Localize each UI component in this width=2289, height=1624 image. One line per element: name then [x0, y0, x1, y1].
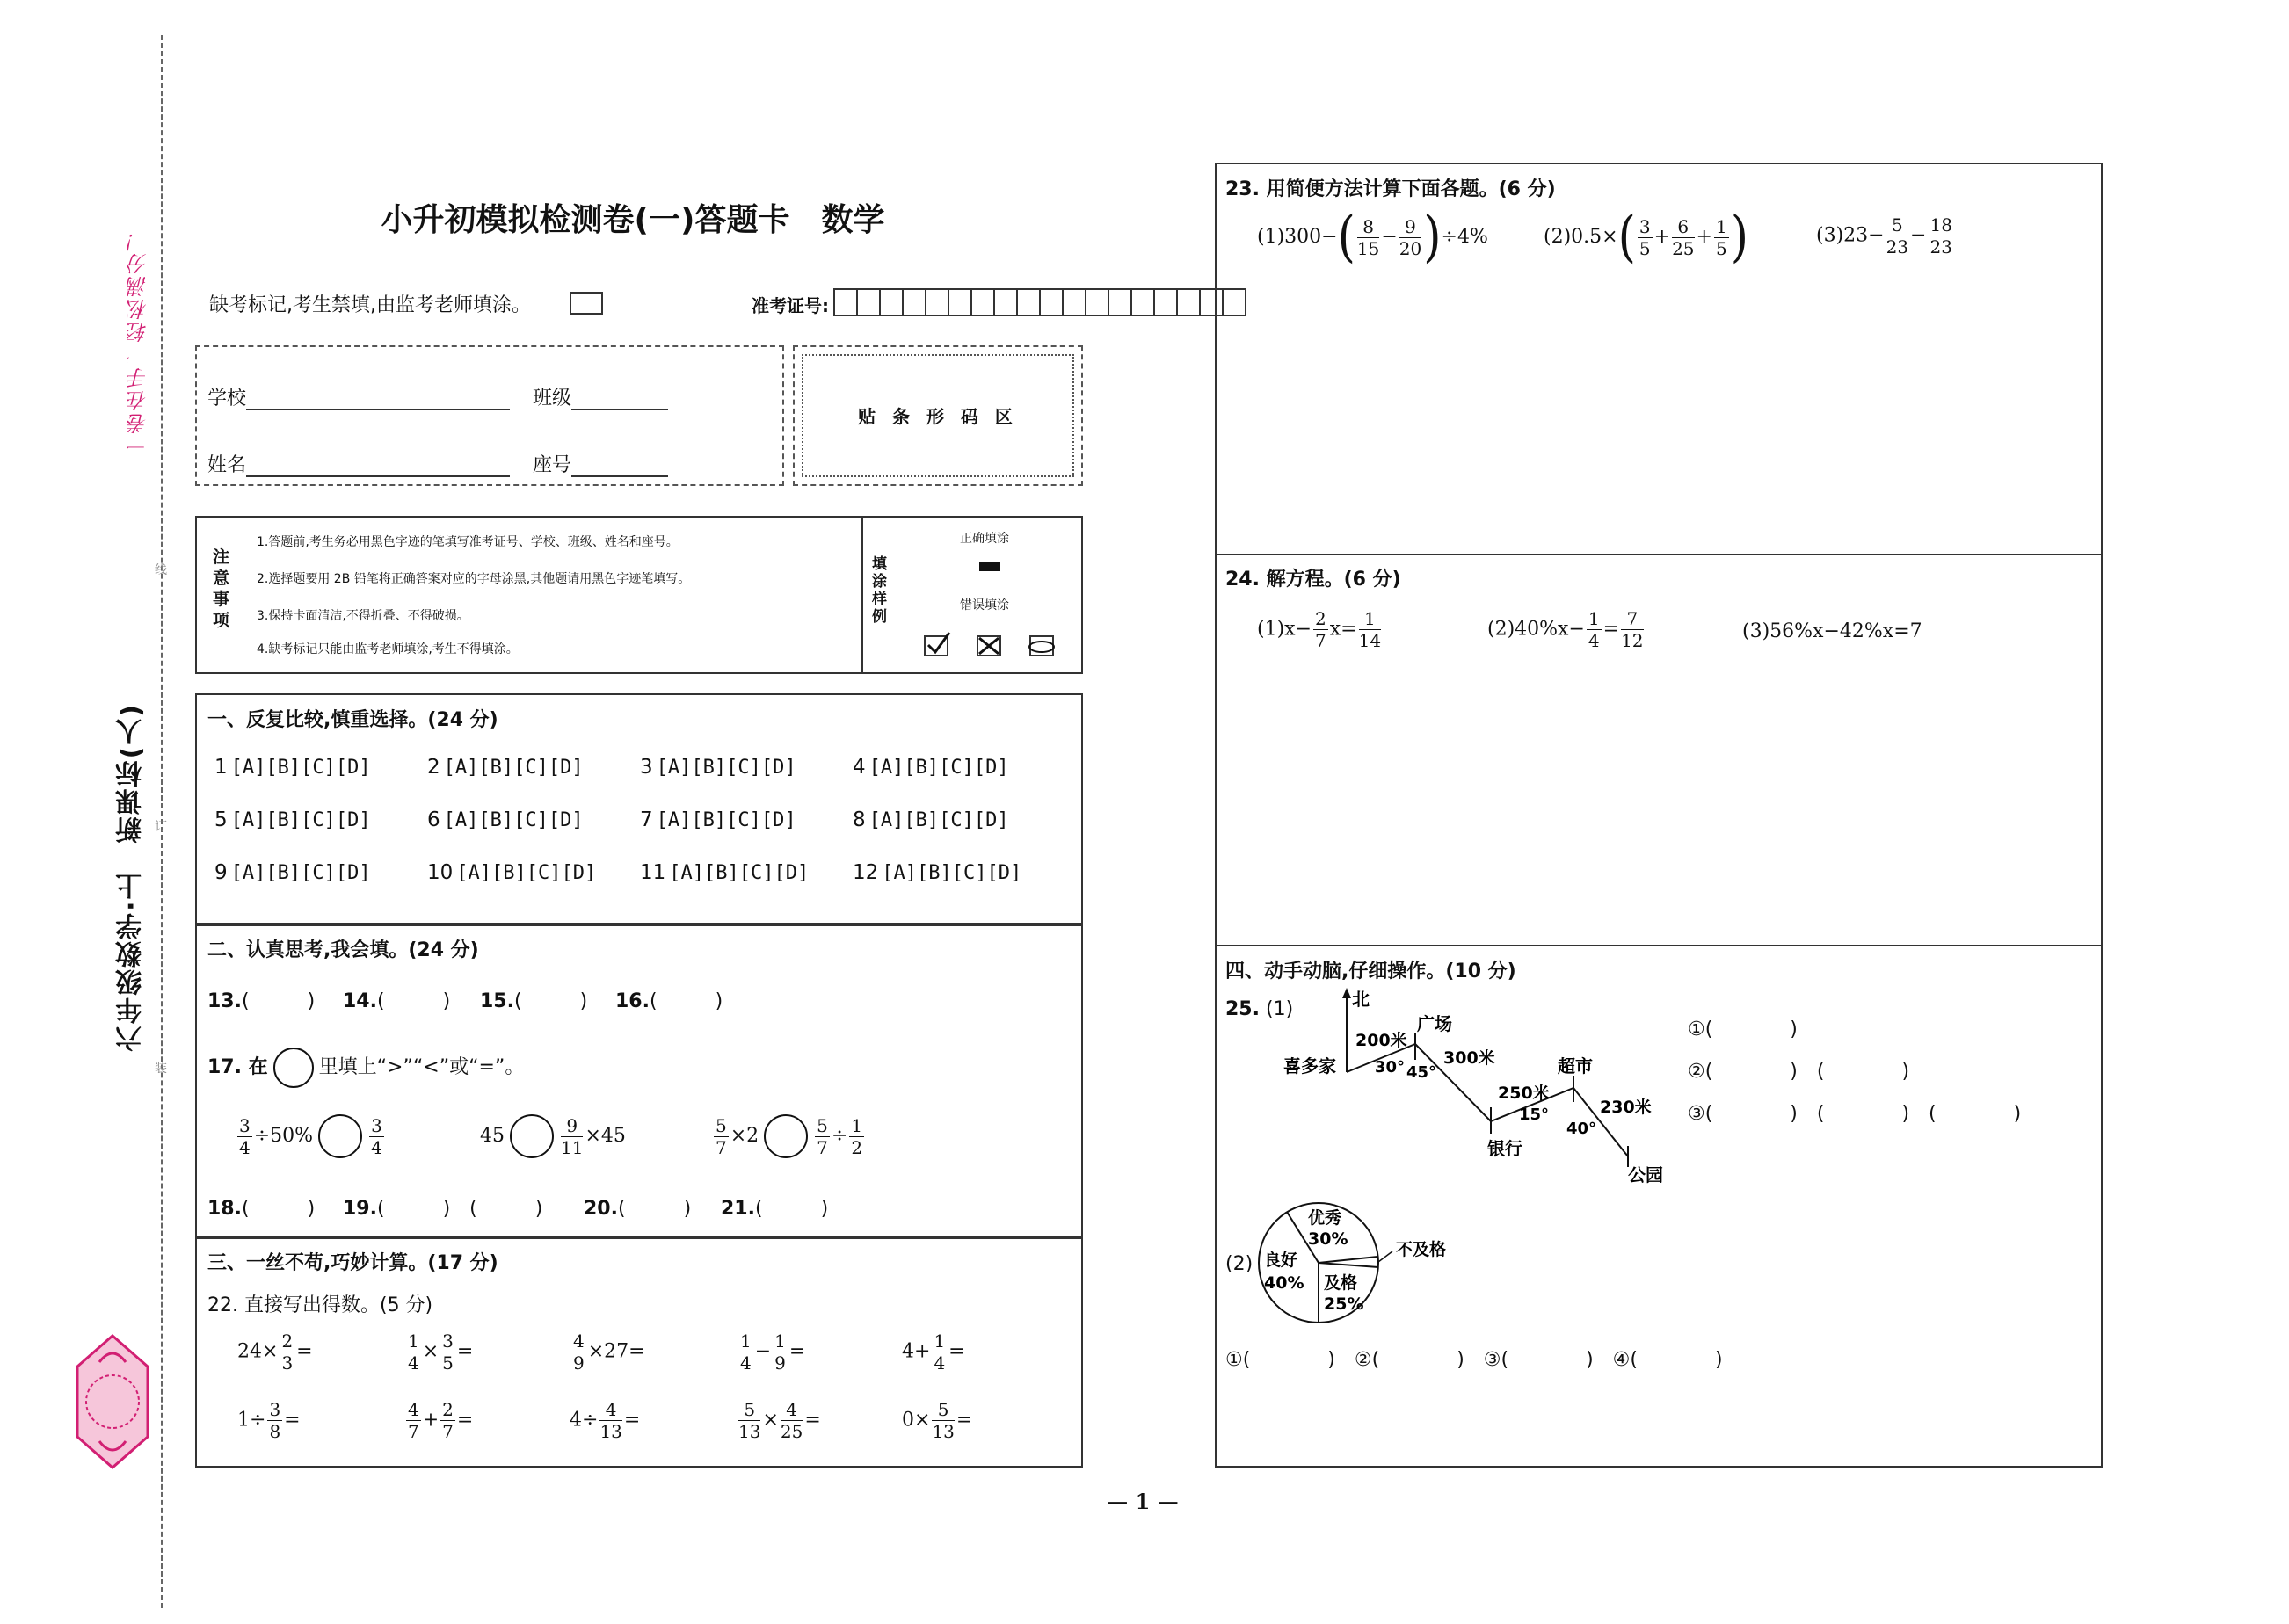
q25-answer-2[interactable]: ②( ) ( ) — [1688, 1061, 1910, 1083]
fill-q15[interactable]: 15.( ) — [480, 990, 588, 1012]
q23-part3: (3)23− $\frac{5}{23}$ − $\frac{18}{23}$ — [1816, 214, 1952, 257]
q22-item-5: 4+ $\frac{1}{4}$ = — [902, 1330, 965, 1374]
choice-q5[interactable]: 5 [A][B][C][D] — [214, 808, 371, 831]
seat-label: 座号 — [533, 450, 668, 477]
note-1: 1.答题前,考生务必用黑色字迹的笔填写准考证号、学校、班级、姓名和座号。 — [257, 535, 679, 549]
q23-part2: (2)0.5×( $\frac{3}{5}$ + $\frac{6}{25}$ + $\frac{1}{5}$ ) — [1544, 206, 1748, 269]
route-map — [1283, 984, 1740, 1195]
q17-item-a: $\frac{3}{4}$ ÷50% $\frac{3}{4}$ — [239, 1114, 382, 1158]
class-label: 班级 — [533, 383, 668, 410]
choice-q7[interactable]: 7 [A][B][C][D] — [640, 808, 796, 831]
q22-item-1: 24× $\frac{2}{3}$ = — [237, 1330, 313, 1374]
map-home: 喜多家 — [1283, 1055, 1336, 1077]
map-distance-2: 300米 — [1443, 1048, 1495, 1068]
score-pie-chart — [1257, 1197, 1468, 1329]
choice-q6[interactable]: 6 [A][B][C][D] — [427, 808, 584, 831]
page-title: 小升初模拟检测卷(一)答题卡 数学 — [381, 202, 885, 238]
q25-label: 25. (1) — [1225, 998, 1294, 1020]
q25-part2-label: (2) — [1225, 1253, 1254, 1275]
q17-prompt: 17. 在 里填上“>”“<”或“=”。 — [207, 1048, 524, 1088]
compare-circle-a[interactable] — [318, 1114, 362, 1158]
exam-id-label: 准考证号: — [752, 295, 829, 316]
map-angle-1: 30° — [1375, 1058, 1406, 1077]
choice-q8[interactable]: 8 [A][B][C][D] — [853, 808, 1009, 831]
pie-excellent: 优秀 — [1308, 1208, 1342, 1228]
compare-circle-b[interactable] — [510, 1114, 554, 1158]
map-square: 广场 — [1417, 1013, 1452, 1034]
pie-fail: 不及格 — [1396, 1240, 1447, 1259]
fill-q16[interactable]: 16.( ) — [615, 990, 723, 1012]
choice-q10[interactable]: 10 [A][B][C][D] — [427, 861, 597, 884]
binding-mark-staple: 订 — [155, 820, 167, 834]
compare-circle-c[interactable] — [764, 1114, 808, 1158]
map-angle-4: 40° — [1566, 1120, 1597, 1138]
q25-answer-1[interactable]: ①( ) — [1688, 1019, 1798, 1040]
note-2: 2.选择题要用 2B 铅笔将正确答案对应的字母涂黑,其他题请用黑色字迹笔填写。 — [257, 572, 691, 586]
pie-pass: 及格 — [1324, 1273, 1358, 1293]
notes-label: 注意事项 — [213, 547, 230, 630]
q24-eq1: (1)x− $\frac{2}{7}$ x= $\frac{1}{14}$ — [1257, 608, 1382, 651]
notes-divider — [861, 516, 863, 674]
binding-mark-bind: 装 — [155, 1062, 167, 1076]
q22-item-6: 1÷ $\frac{3}{8}$ = — [237, 1399, 301, 1442]
brand-logo — [69, 1327, 156, 1476]
fill-q18[interactable]: 18.( ) — [207, 1198, 316, 1220]
q22-item-3: $\frac{4}{9}$ ×27= — [573, 1330, 645, 1374]
absent-mark-label: 缺考标记,考生禁填,由监考老师填涂。 — [209, 294, 531, 316]
map-market: 超市 — [1558, 1055, 1593, 1077]
side-slogan: 一卷在手，轻松满分！ — [127, 228, 151, 457]
absent-mark-box[interactable] — [570, 292, 603, 315]
choice-q4[interactable]: 4 [A][B][C][D] — [853, 756, 1009, 779]
side-grade-label: 六年级数学·上 新课标(人) — [116, 703, 147, 1052]
choice-q9[interactable]: 9 [A][B][C][D] — [214, 861, 371, 884]
q22-title: 22. 直接写出得数。(5 分) — [207, 1294, 433, 1316]
map-bank: 银行 — [1487, 1138, 1522, 1159]
section4-title: 四、动手动脑,仔细操作。(10 分) — [1225, 961, 1516, 982]
barcode-label: 贴 条 形 码 区 — [858, 406, 1018, 427]
map-distance-4: 230米 — [1600, 1098, 1652, 1117]
fill-q14[interactable]: 14.( ) — [343, 990, 451, 1012]
fill-q20[interactable]: 20.( ) — [584, 1198, 692, 1220]
fill-example-label: 填涂样例 — [872, 555, 887, 626]
q22-item-8: 4÷ $\frac{4}{13}$ = — [570, 1399, 641, 1442]
q22-item-9: $\frac{5}{13}$ × $\frac{4}{25}$ = — [738, 1399, 821, 1442]
q17-item-b: 45 $\frac{9}{11}$ ×45 — [480, 1114, 626, 1158]
exam-id-cells[interactable] — [835, 288, 1246, 316]
pie-good: 良好 — [1264, 1251, 1298, 1270]
page-number: — 1 — — [1107, 1489, 1179, 1514]
q22-item-10: 0× $\frac{5}{13}$ = — [902, 1399, 973, 1442]
q23-part1: (1)300−( $\frac{8}{15}$ − $\frac{9}{20}$ )÷4% — [1257, 206, 1488, 269]
q24-title: 24. 解方程。(6 分) — [1225, 569, 1401, 591]
q24-eq3: (3)56%x−42%x=7 — [1742, 620, 1922, 642]
choice-q3[interactable]: 3 [A][B][C][D] — [640, 756, 796, 779]
map-angle-3: 15° — [1519, 1106, 1550, 1124]
q22-item-7: $\frac{4}{7}$ + $\frac{2}{7}$ = — [408, 1399, 474, 1442]
section1-title: 一、反复比较,慎重选择。(24 分) — [207, 709, 498, 731]
note-3: 3.保持卡面清洁,不得折叠、不得破损。 — [257, 609, 469, 623]
pie-excellent-pct: 30% — [1308, 1229, 1348, 1249]
map-distance-3: 250米 — [1498, 1084, 1550, 1103]
pie-pass-pct: 25% — [1324, 1294, 1364, 1314]
correct-fill-sample — [979, 562, 1000, 571]
wrong-fill-samples — [923, 631, 1064, 663]
wrong-fill-label: 错误填涂 — [960, 598, 1009, 613]
q24-eq2: (2)40%x− $\frac{1}{4}$ = $\frac{7}{12}$ — [1487, 608, 1644, 651]
section3-title: 三、一丝不苟,巧妙计算。(17 分) — [207, 1252, 498, 1274]
choice-q12[interactable]: 12 [A][B][C][D] — [853, 861, 1022, 884]
choice-q2[interactable]: 2 [A][B][C][D] — [427, 756, 584, 779]
map-angle-2: 45° — [1406, 1063, 1437, 1082]
q17-item-c: $\frac{5}{7}$ ×2 $\frac{5}{7}$ ÷ $\frac{1}{2}$ — [716, 1114, 863, 1158]
school-label: 学校 — [207, 383, 510, 410]
q22-item-4: $\frac{1}{4}$ − $\frac{1}{9}$ = — [740, 1330, 806, 1374]
name-label: 姓名 — [207, 450, 510, 477]
section2-title: 二、认真思考,我会填。(24 分) — [207, 939, 479, 961]
map-park: 公园 — [1628, 1164, 1663, 1185]
q25-part2-answers[interactable]: ①( ) ②( ) ③( ) ④( ) — [1225, 1349, 1723, 1371]
pie-good-pct: 40% — [1264, 1273, 1304, 1293]
q23-title: 23. 用简便方法计算下面各题。(6 分) — [1225, 178, 1556, 200]
correct-fill-label: 正确填涂 — [960, 532, 1009, 546]
choice-q1[interactable]: 1 [A][B][C][D] — [214, 756, 371, 779]
fill-q21[interactable]: 21.( ) — [721, 1198, 829, 1220]
q22-item-2: $\frac{1}{4}$ × $\frac{3}{5}$ = — [408, 1330, 474, 1374]
map-distance-1: 200米 — [1355, 1031, 1407, 1050]
choice-q11[interactable]: 11 [A][B][C][D] — [640, 861, 810, 884]
binding-mark-line: 线 — [155, 563, 167, 577]
fill-q19[interactable]: 19.( ) ( ) — [343, 1198, 543, 1220]
q25-answer-3[interactable]: ③( ) ( ) ( ) — [1688, 1103, 2022, 1125]
note-4: 4.缺考标记只能由监考老师填涂,考生不得填涂。 — [257, 642, 519, 656]
fill-q13[interactable]: 13.( ) — [207, 990, 316, 1012]
map-north: 北 — [1352, 989, 1370, 1010]
